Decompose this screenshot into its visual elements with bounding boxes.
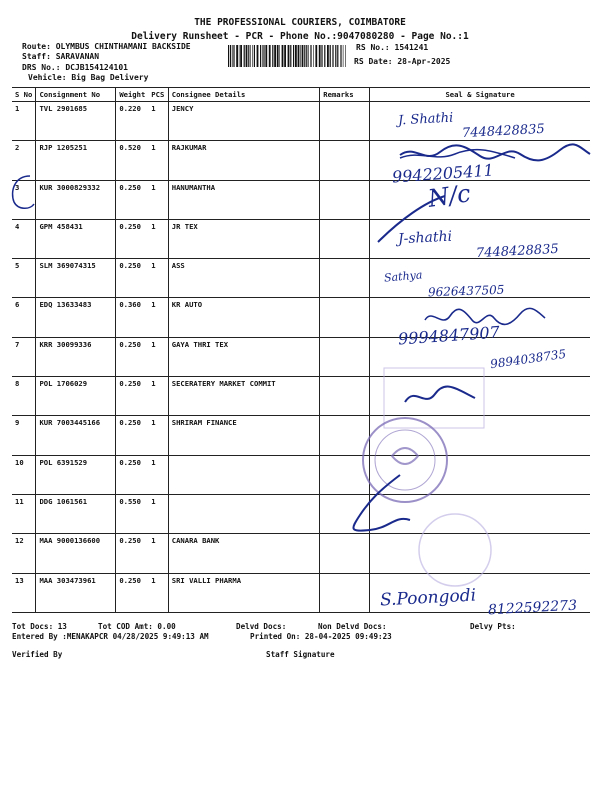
staff-signature: Staff Signature	[266, 650, 335, 659]
cell-consignment-no: KRR 30099336	[36, 337, 116, 376]
vehicle-label: Vehicle: Big Bag Delivery	[28, 73, 149, 82]
cell-weight: 0.250	[116, 573, 148, 612]
table-row	[12, 455, 590, 494]
cell-weight: 0.220	[116, 102, 148, 141]
cell-sno: 12	[12, 534, 36, 573]
delivered-docs: Delvd Docs:	[236, 622, 287, 631]
cell-seal-signature	[370, 377, 590, 416]
cell-weight: 0.250	[116, 219, 148, 258]
cell-sno: 1	[12, 102, 36, 141]
col-pcs: PCS	[148, 88, 168, 102]
cell-consignee: RAJKUMAR	[168, 141, 320, 180]
cell-pcs: 1	[148, 180, 168, 219]
cell-weight: 0.250	[116, 337, 148, 376]
cell-weight: 0.520	[116, 141, 148, 180]
cell-pcs: 1	[148, 102, 168, 141]
cell-sno: 6	[12, 298, 36, 337]
staff-label: Staff: SARAVANAN	[22, 52, 100, 61]
cell-pcs: 1	[148, 377, 168, 416]
table-row	[12, 141, 590, 180]
total-docs: Tot Docs: 13	[12, 622, 67, 631]
cell-consignment-no: DDG 1061561	[36, 494, 116, 533]
cell-consignment-no: SLM 369074315	[36, 259, 116, 298]
table-row	[12, 180, 590, 219]
signature-row1-phone: 7448428835	[461, 121, 546, 142]
drs-label: DRS No.: DCJB154124101	[22, 63, 128, 72]
cell-remarks	[320, 337, 370, 376]
cell-remarks	[320, 259, 370, 298]
cell-weight: 0.250	[116, 416, 148, 455]
signature-row2-phone: 9942205411	[391, 160, 495, 187]
table-row	[12, 416, 590, 455]
cell-consignment-no: POL 1706029	[36, 377, 116, 416]
cell-seal-signature	[370, 102, 590, 141]
table-row	[12, 298, 590, 337]
cell-seal-signature	[370, 141, 590, 180]
cell-pcs: 1	[148, 259, 168, 298]
rs-no-label: RS No.: 1541241	[356, 43, 429, 52]
cell-pcs: 1	[148, 219, 168, 258]
table-header-row	[12, 88, 590, 102]
cell-consignment-no: KUR 7003445166	[36, 416, 116, 455]
table-row	[12, 494, 590, 533]
cell-weight: 0.250	[116, 180, 148, 219]
cell-remarks	[320, 416, 370, 455]
signature-row5-phone: 9626437505	[427, 282, 505, 300]
cell-remarks	[320, 534, 370, 573]
signature-row13-name: S.Poongodi	[379, 585, 477, 611]
cell-pcs: 1	[148, 141, 168, 180]
cell-remarks	[320, 377, 370, 416]
cell-remarks	[320, 102, 370, 141]
cell-consignment-no: GPM 458431	[36, 219, 116, 258]
signature-row13-phone: 8122592273	[487, 597, 578, 619]
col-weight: Weight	[116, 88, 148, 102]
cell-consignee: SECERATERY MARKET COMMIT	[168, 377, 320, 416]
signature-row1-name: J. Shathi	[397, 110, 454, 129]
runsheet-title: Delivery Runsheet - PCR - Phone No.:9047080280 - Page No.:1	[131, 31, 469, 42]
cell-seal-signature	[370, 573, 590, 612]
cell-pcs: 1	[148, 534, 168, 573]
cell-consignee	[168, 494, 320, 533]
signature-row5-name: Sathya	[383, 268, 423, 285]
cell-consignee: JENCY	[168, 102, 320, 141]
cell-seal-signature	[370, 337, 590, 376]
cell-pcs: 1	[148, 337, 168, 376]
cell-sno: 11	[12, 494, 36, 533]
total-cod-amount: Tot COD Amt: 0.00	[98, 622, 176, 631]
cell-sno: 2	[12, 141, 36, 180]
signature-row3-text: N/c	[426, 179, 473, 213]
cell-consignment-no: MAA 9000136600	[36, 534, 116, 573]
signature-row4-name: J-shathi	[397, 228, 453, 248]
signature-row7-phone: 9994847907	[397, 322, 501, 349]
cell-remarks	[320, 219, 370, 258]
cell-weight: 0.250	[116, 455, 148, 494]
cell-pcs: 1	[148, 573, 168, 612]
cell-seal-signature	[370, 219, 590, 258]
cell-sno: 10	[12, 455, 36, 494]
cell-consignment-no: MAA 303473961	[36, 573, 116, 612]
entered-by: Entered By :MENAKAPCR 04/28/2025 9:49:13 AM	[12, 632, 209, 641]
cell-consignment-no: POL 6391529	[36, 455, 116, 494]
cell-consignment-no: EDQ 13633483	[36, 298, 116, 337]
cell-remarks	[320, 573, 370, 612]
cell-weight: 0.250	[116, 534, 148, 573]
table-row	[12, 219, 590, 258]
delivery-points: Delvy Pts:	[470, 622, 516, 631]
cell-remarks	[320, 494, 370, 533]
cell-seal-signature	[370, 455, 590, 494]
cell-pcs: 1	[148, 298, 168, 337]
table-row	[12, 337, 590, 376]
cell-weight: 0.250	[116, 259, 148, 298]
cell-consignee: GAYA THRI TEX	[168, 337, 320, 376]
cell-weight: 0.550	[116, 494, 148, 533]
cell-weight: 0.250	[116, 377, 148, 416]
cell-weight: 0.360	[116, 298, 148, 337]
cell-pcs: 1	[148, 416, 168, 455]
signature-row4-phone: 7448428835	[475, 241, 560, 262]
table-row	[12, 102, 590, 141]
verified-by: Verified By	[12, 650, 63, 659]
table-row	[12, 534, 590, 573]
col-seal-signature: Seal & Signature	[370, 88, 590, 102]
cell-pcs: 1	[148, 455, 168, 494]
cell-consignment-no: KUR 3000829332	[36, 180, 116, 219]
cell-consignee: HANUMANTHA	[168, 180, 320, 219]
cell-remarks	[320, 298, 370, 337]
runsheet-table	[12, 87, 590, 613]
cell-consignee	[168, 455, 320, 494]
cell-consignee: SRI VALLI PHARMA	[168, 573, 320, 612]
cell-seal-signature	[370, 416, 590, 455]
cell-seal-signature	[370, 534, 590, 573]
col-consignment: Consignment No	[36, 88, 116, 102]
cell-seal-signature	[370, 180, 590, 219]
cell-remarks	[320, 455, 370, 494]
cell-sno: 13	[12, 573, 36, 612]
cell-sno: 8	[12, 377, 36, 416]
company-title: THE PROFESSIONAL COURIERS, COIMBATORE	[194, 17, 406, 28]
printed-on: Printed On: 28-04-2025 09:49:23	[250, 632, 392, 641]
non-delivered-docs: Non Delvd Docs:	[318, 622, 387, 631]
signature-row8-phone: 9894038735	[489, 346, 567, 372]
cell-consignee: KR AUTO	[168, 298, 320, 337]
table-row	[12, 573, 590, 612]
cell-sno: 5	[12, 259, 36, 298]
route-label: Route: OLYMBUS CHINTHAMANI BACKSIDE	[22, 42, 191, 51]
col-sno: S No	[12, 88, 36, 102]
cell-consignee: JR TEX	[168, 219, 320, 258]
cell-sno: 7	[12, 337, 36, 376]
cell-sno: 9	[12, 416, 36, 455]
table-row	[12, 377, 590, 416]
cell-consignment-no: TVL 2901685	[36, 102, 116, 141]
cell-seal-signature	[370, 494, 590, 533]
barcode-image	[228, 45, 346, 67]
cell-consignee: CANARA BANK	[168, 534, 320, 573]
cell-pcs: 1	[148, 494, 168, 533]
cell-sno: 4	[12, 219, 36, 258]
cell-seal-signature	[370, 298, 590, 337]
cell-seal-signature	[370, 259, 590, 298]
col-remarks: Remarks	[320, 88, 370, 102]
cell-consignee: SHRIRAM FINANCE	[168, 416, 320, 455]
cell-sno: 3	[12, 180, 36, 219]
table-row	[12, 259, 590, 298]
col-consignee: Consignee Details	[168, 88, 320, 102]
cell-remarks	[320, 180, 370, 219]
rs-date-label: RS Date: 28-Apr-2025	[354, 57, 451, 66]
cell-remarks	[320, 141, 370, 180]
cell-consignment-no: RJP 1205251	[36, 141, 116, 180]
cell-consignee: ASS	[168, 259, 320, 298]
